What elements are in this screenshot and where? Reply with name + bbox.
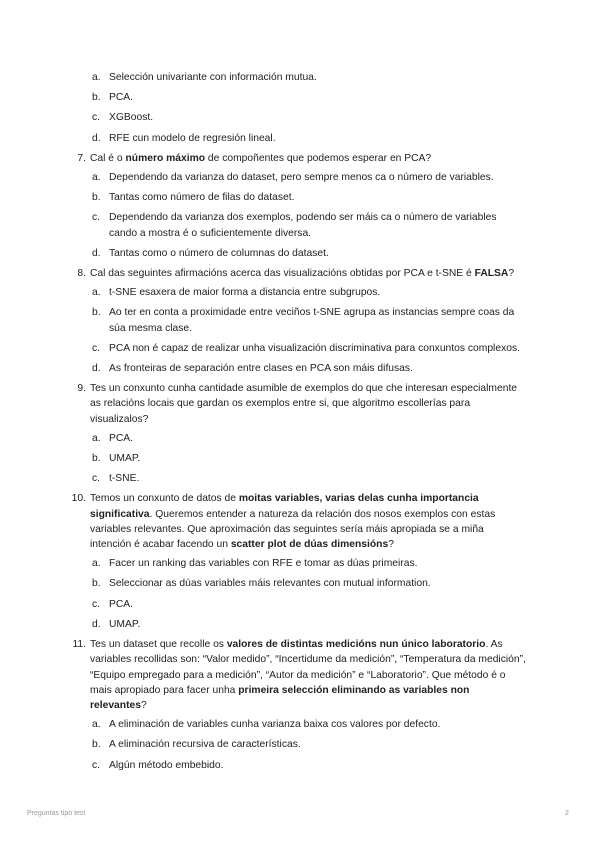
answer-option [90, 471, 526, 486]
option-letter: a. [92, 287, 101, 299]
option-text: Tantas como o número de columnas do dataset. [109, 247, 329, 259]
page-number: 2 [565, 810, 569, 817]
answer-option [90, 431, 526, 446]
answer-option [90, 246, 526, 261]
option-text: Seleccionar as dúas variables máis relevantes con mutual information. [109, 578, 431, 590]
question-text-part: ? [388, 539, 394, 551]
question-7 [74, 151, 526, 261]
question-text-part: ? [140, 699, 147, 711]
option-text: A eliminación de variables cunha varianza baixa cos valores por defecto. [109, 719, 441, 731]
question-10 [71, 491, 526, 632]
answer-option [90, 90, 526, 105]
answer-option [90, 70, 526, 85]
answer-option [90, 131, 526, 146]
answer-options [90, 285, 526, 376]
answer-option [90, 576, 526, 591]
emphasis: número máximo [125, 152, 206, 164]
answer-options [90, 431, 526, 487]
option-letter: b. [92, 307, 101, 319]
question-text [90, 381, 526, 427]
option-letter: d. [92, 363, 101, 375]
option-letter: c. [92, 342, 101, 354]
question-number: 11. [72, 639, 86, 651]
option-text: Dependendo da varianza dos exemplos, podendo ser máis ca o número de variables cando a mostra é o suficientemente diversa. [109, 212, 497, 239]
question-number: 7. [77, 152, 86, 164]
emphasis: primeira selección eliminando as variables non relevantes [90, 684, 470, 711]
emphasis: valores de distintas medicións nun único laboratorio [226, 639, 486, 651]
question-text [90, 151, 526, 166]
option-letter: b. [92, 92, 101, 104]
answer-option [90, 451, 526, 466]
answer-option [90, 737, 526, 752]
option-letter: a. [92, 72, 101, 83]
option-letter: b. [92, 739, 101, 751]
answer-option [90, 617, 526, 632]
answer-option [90, 305, 526, 335]
answer-option [90, 190, 526, 205]
option-text: PCA. [109, 432, 134, 444]
option-letter: d. [92, 132, 101, 144]
answer-option [90, 170, 526, 185]
question-8 [74, 266, 526, 376]
question-text-part: Cal é o [90, 152, 126, 164]
option-text: Dependendo da varianza do dataset, pero sempre menos ca o número de variables. [109, 172, 494, 184]
option-letter: c. [92, 212, 101, 224]
question-text-part: Tes un dataset que recolle os [90, 639, 227, 651]
option-letter: a. [92, 432, 101, 444]
option-text: Facer un ranking das variables con RFE e tomar as dúas primeiras. [109, 558, 418, 570]
option-text: XGBoost. [109, 112, 154, 124]
option-text: Selección univariante con información mutua. [109, 72, 317, 83]
question-11 [74, 637, 526, 773]
option-text: PCA. [109, 92, 134, 104]
answer-option [90, 758, 526, 773]
answer-option [90, 210, 526, 240]
answer-options [90, 556, 526, 632]
option-text: RFE cun modelo de regresión lineal. [109, 132, 276, 144]
question-text-part: ? [508, 268, 515, 280]
question-text [90, 266, 526, 281]
option-text: Algún método embebido. [109, 759, 224, 771]
question-number: 9. [77, 383, 86, 395]
question-list [71, 70, 526, 778]
answer-option [90, 597, 526, 612]
option-text: PCA non é capaz de realizar unha visualización discriminativa para conxuntos complexos. [109, 342, 520, 354]
question-text-part: Tes un conxunto cunha cantidade asumible de exemplos do que che interesan especialmente as relacións locais que gardan os exemplos entre si, que algoritmo escollerías para visualizalos? [90, 383, 518, 425]
emphasis: moitas variables, varias delas cunha importancia significativa [90, 493, 479, 520]
answer-option [90, 285, 526, 300]
question-text-part: Cal das seguintes afirmacións acerca das visualizacións obtidas por PCA e t-SNE é [90, 268, 475, 280]
option-letter: c. [92, 598, 101, 610]
option-text: As fronteiras de separación entre clases en PCA son máis difusas. [109, 363, 413, 375]
option-letter: a. [92, 558, 101, 570]
question-9 [74, 381, 526, 486]
option-letter: c. [92, 759, 101, 771]
question-number: 8. [77, 268, 86, 280]
option-letter: d. [92, 618, 101, 630]
option-text: A eliminación recursiva de características. [109, 739, 301, 751]
continued-options [90, 70, 526, 146]
option-letter: b. [92, 192, 101, 204]
option-text: t-SNE. [109, 473, 140, 485]
answer-options [90, 170, 526, 261]
option-text: UMAP. [109, 618, 141, 630]
option-text: Ao ter en conta a proximidade entre veciños t-SNE agrupa as instancias sempre coas da súa mesma clase. [109, 307, 515, 334]
answer-option [90, 717, 526, 732]
option-letter: c. [92, 473, 101, 485]
question-text-part: . Queremos entender a natureza da relación dos nosos exemplos con estas variables relevantes. Que aproximación das seguintes sería máis apropiada se a miña intención é acabar facendo un [90, 508, 496, 551]
option-letter: c. [92, 112, 101, 124]
option-text: t-SNE esaxera de maior forma a distancia entre subgrupos. [109, 287, 381, 299]
question-text-part: de compoñentes que podemos esperar en PCA? [205, 152, 432, 164]
footer-title: Preguntas tipo test [27, 810, 86, 817]
answer-options [90, 717, 526, 773]
question-text-part: Temos un conxunto de datos de [90, 493, 239, 505]
answer-option [90, 110, 526, 125]
question-text-part: . As variables recollidas son: “Valor medido”, “Incertidume da medición”, “Temperatura da medición”, “Equipo empregado para a medición”, “Autor da medición” e “Laboratorio”. Que método é o mais apropiado para facer unha [90, 639, 526, 696]
option-letter: a. [92, 719, 101, 731]
emphasis: scatter plot de dúas dimensións [230, 539, 389, 551]
option-letter: d. [92, 247, 101, 259]
option-text: Tantas como número de filas do dataset. [109, 192, 295, 204]
question-text [90, 637, 526, 713]
option-text: PCA. [109, 598, 134, 610]
option-letter: a. [92, 172, 101, 184]
question-number: 10. [71, 493, 86, 505]
answer-option [90, 556, 526, 571]
option-letter: b. [92, 578, 101, 590]
answer-option [90, 361, 526, 376]
option-text: UMAP. [109, 453, 141, 465]
emphasis: FALSA [474, 268, 509, 280]
question-text [90, 491, 526, 552]
option-letter: b. [92, 453, 101, 465]
answer-option [90, 341, 526, 356]
